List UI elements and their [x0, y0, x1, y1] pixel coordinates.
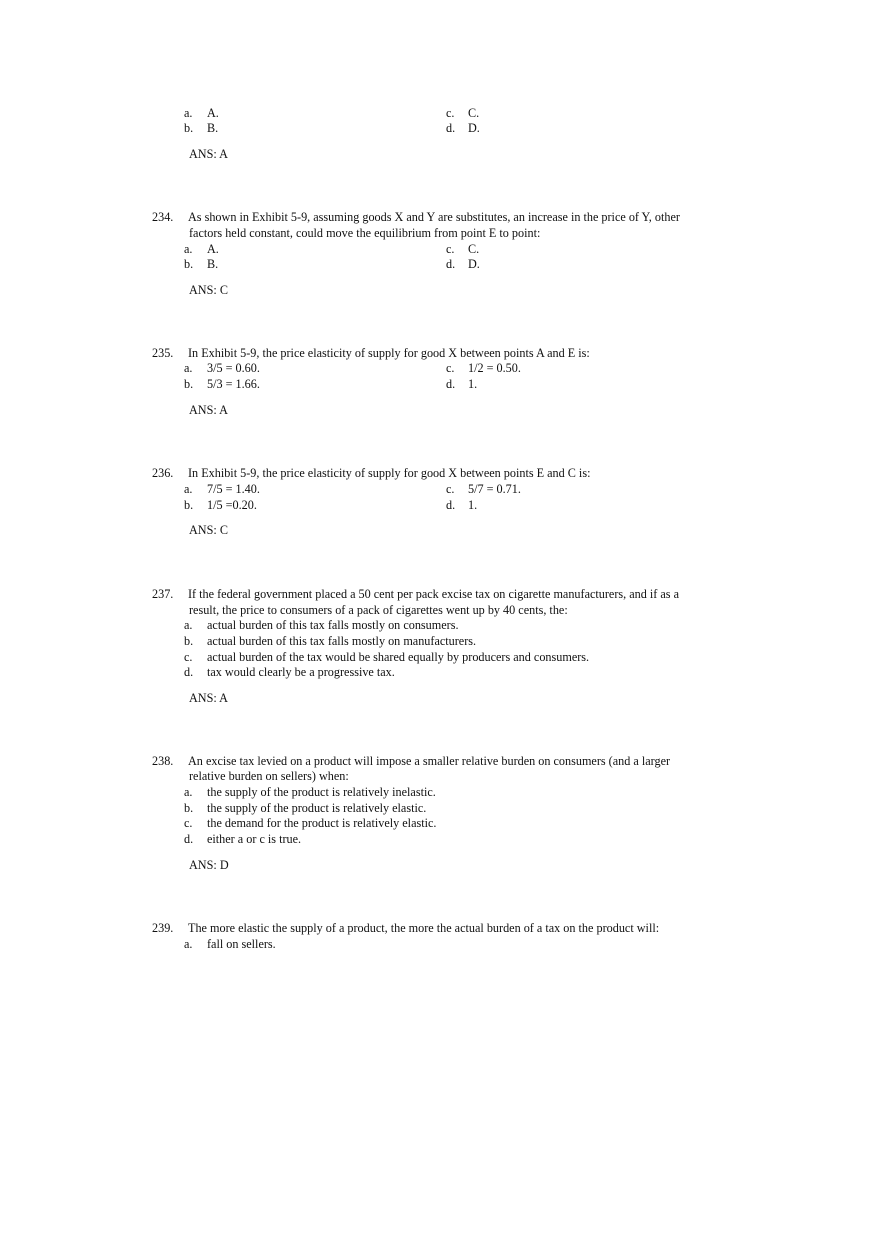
- option-text: the supply of the product is relatively elastic.: [207, 801, 427, 815]
- option-letter: c.: [446, 482, 455, 496]
- option-letter: d.: [446, 377, 456, 391]
- option-letter: d.: [184, 665, 194, 679]
- option-text: either a or c is true.: [207, 832, 302, 846]
- option-text: D.: [468, 257, 480, 271]
- question-text: As shown in Exhibit 5-9, assuming goods X and Y are substitutes, an increase in the price of Y, other: [188, 210, 680, 224]
- option-text: actual burden of the tax would be shared equally by producers and consumers.: [207, 650, 590, 664]
- answer-label: ANS: A: [189, 403, 228, 417]
- option-letter: b.: [184, 121, 194, 135]
- option-letter: b.: [184, 634, 194, 648]
- question-block-236: [152, 466, 752, 542]
- option-letter: a.: [184, 785, 193, 799]
- question-text: An excise tax levied on a product will impose a smaller relative burden on consumers (and a larger: [188, 754, 671, 768]
- question-text: factors held constant, could move the equilibrium from point E to point:: [189, 226, 541, 240]
- option-letter: c.: [446, 106, 455, 120]
- option-letter: d.: [446, 498, 456, 512]
- question-text: result, the price to consumers of a pack of cigarettes went up by 40 cents, the:: [189, 603, 568, 617]
- option-letter: c.: [184, 816, 193, 830]
- option-text: the supply of the product is relatively inelastic.: [207, 785, 436, 799]
- option-text: B.: [207, 257, 219, 271]
- question-number: 238.: [152, 754, 174, 768]
- option-text: 5/3 = 1.66.: [207, 377, 260, 391]
- option-text: 1.: [468, 377, 478, 391]
- option-text: C.: [468, 242, 480, 256]
- option-text: 3/5 = 0.60.: [207, 361, 260, 375]
- option-letter: a.: [184, 482, 193, 496]
- question-text: If the federal government placed a 50 cent per pack excise tax on cigarette manufacturers, and if as a: [188, 587, 679, 601]
- option-text: actual burden of this tax falls mostly on manufacturers.: [207, 634, 477, 648]
- question-block-238: [152, 754, 752, 878]
- option-text: the demand for the product is relatively elastic.: [207, 816, 437, 830]
- question-block-239: [152, 921, 752, 955]
- option-letter: b.: [184, 377, 194, 391]
- option-letter: a.: [184, 361, 193, 375]
- option-letter: a.: [184, 937, 193, 951]
- question-block-233: [152, 106, 752, 166]
- question-number: 237.: [152, 587, 174, 601]
- option-text: tax would clearly be a progressive tax.: [207, 665, 395, 679]
- option-text: 1/2 = 0.50.: [468, 361, 521, 375]
- option-letter: b.: [184, 257, 194, 271]
- option-letter: c.: [184, 650, 193, 664]
- option-letter: b.: [184, 801, 194, 815]
- question-block-234: [152, 210, 752, 302]
- option-text: 5/7 = 0.71.: [468, 482, 521, 496]
- option-text: C.: [468, 106, 480, 120]
- answer-label: ANS: A: [189, 147, 228, 161]
- option-text: 1/5 =0.20.: [207, 498, 257, 512]
- option-letter: a.: [184, 242, 193, 256]
- option-text: A.: [207, 106, 219, 120]
- question-block-237: [152, 587, 752, 711]
- option-text: D.: [468, 121, 480, 135]
- answer-label: ANS: C: [189, 283, 228, 297]
- question-text: The more elastic the supply of a product, the more the actual burden of a tax on the product will:: [188, 921, 660, 935]
- option-letter: a.: [184, 618, 193, 632]
- option-text: actual burden of this tax falls mostly on consumers.: [207, 618, 459, 632]
- option-text: A.: [207, 242, 219, 256]
- question-number: 239.: [152, 921, 174, 935]
- option-letter: a.: [184, 106, 193, 120]
- question-text: relative burden on sellers) when:: [189, 769, 349, 783]
- option-text: 7/5 = 1.40.: [207, 482, 260, 496]
- question-number: 234.: [152, 210, 174, 224]
- option-letter: b.: [184, 498, 194, 512]
- option-text: 1.: [468, 498, 478, 512]
- question-text: In Exhibit 5-9, the price elasticity of supply for good X between points E and C is:: [188, 466, 591, 480]
- option-letter: c.: [446, 242, 455, 256]
- option-letter: d.: [446, 121, 456, 135]
- answer-label: ANS: C: [189, 523, 228, 537]
- question-number: 236.: [152, 466, 174, 480]
- option-letter: c.: [446, 361, 455, 375]
- answer-label: ANS: A: [189, 691, 228, 705]
- question-number: 235.: [152, 346, 174, 360]
- answer-label: ANS: D: [189, 858, 229, 872]
- option-text: fall on sellers.: [207, 937, 276, 951]
- question-block-235: [152, 346, 752, 422]
- question-text: In Exhibit 5-9, the price elasticity of supply for good X between points A and E is:: [188, 346, 590, 360]
- option-text: B.: [207, 121, 219, 135]
- option-letter: d.: [446, 257, 456, 271]
- option-letter: d.: [184, 832, 194, 846]
